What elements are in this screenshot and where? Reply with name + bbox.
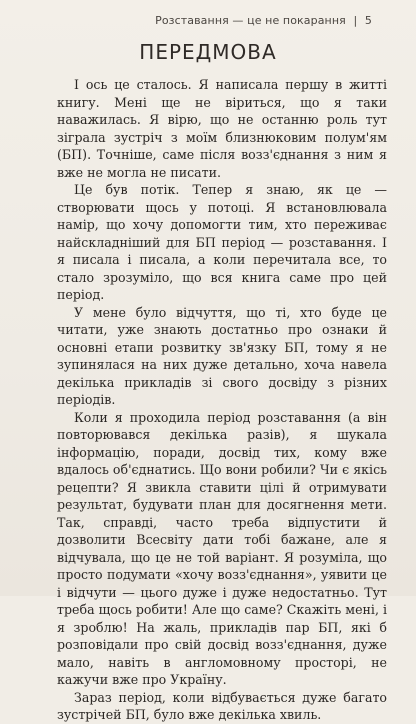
paragraph: І ось це сталось. Я написала першу в житті книгу. Мені ще не віриться, що я таки наважилась. Я вірю, що не останню роль тут зіграла зустріч з моїм близнюковим полум'ям (БП). Точніше, саме після возз'єднання з ним я вже не могла не писати. [57, 77, 387, 180]
running-title: Розставання — це не покарання [155, 14, 346, 27]
running-header [155, 14, 372, 27]
page-number: 5 [364, 14, 372, 27]
chapter-title: ПЕРЕДМОВА [139, 40, 277, 64]
paragraph: Це був потік. Тепер я знаю, як це — створювати щось у потоці. Я встановлювала намір, що хочу допомогти тим, хто переживає найскладніший для БП період — розставання. І я писала і писала, а коли перечитала все, то стало зрозуміло, що вся книга саме про цей період. [57, 182, 387, 302]
paragraph: Зараз період, коли відбувається дуже багато зустрічей БП, було вже декілька хвиль. [57, 689, 387, 722]
body-text [57, 76, 387, 724]
header-separator: | [353, 14, 358, 27]
paragraph: У мене було відчуття, що ті, хто буде це читати, уже знають достатньо про ознаки й основні етапи розвитку зв'язку БП, тому я не зупинялася на них дуже детально, хоча навела декілька прикладів зі свого досвіду з різних періодів. [57, 304, 387, 407]
paragraph: Коли я проходила період розставання (а він повторювався декілька разів), я шукала інформацію, поради, досвід тих, кому вже вдалось об'єднатись. Що вони робили? Чи є якісь рецепти? Я звикла ставити цілі й отримувати результат, будувати план для досягнення мети. Так, справді, часто треба відпустити й дозволити Всесвіту дати тобі бажане, але я відчувала, що це не той варіант. Я розуміла, що просто подумати «хочу возз'єднання», уявити це і відчути — цього дуже і дуже недостатньо. Тут треба щось робити! Але що саме? Скажіть мені, і я зроблю! На жаль, прикладів пар БП, які б розповідали про свій досвід возз'єднання, дуже мало, навіть в англомовному просторі, не кажучи вже про Україну. [57, 409, 387, 687]
